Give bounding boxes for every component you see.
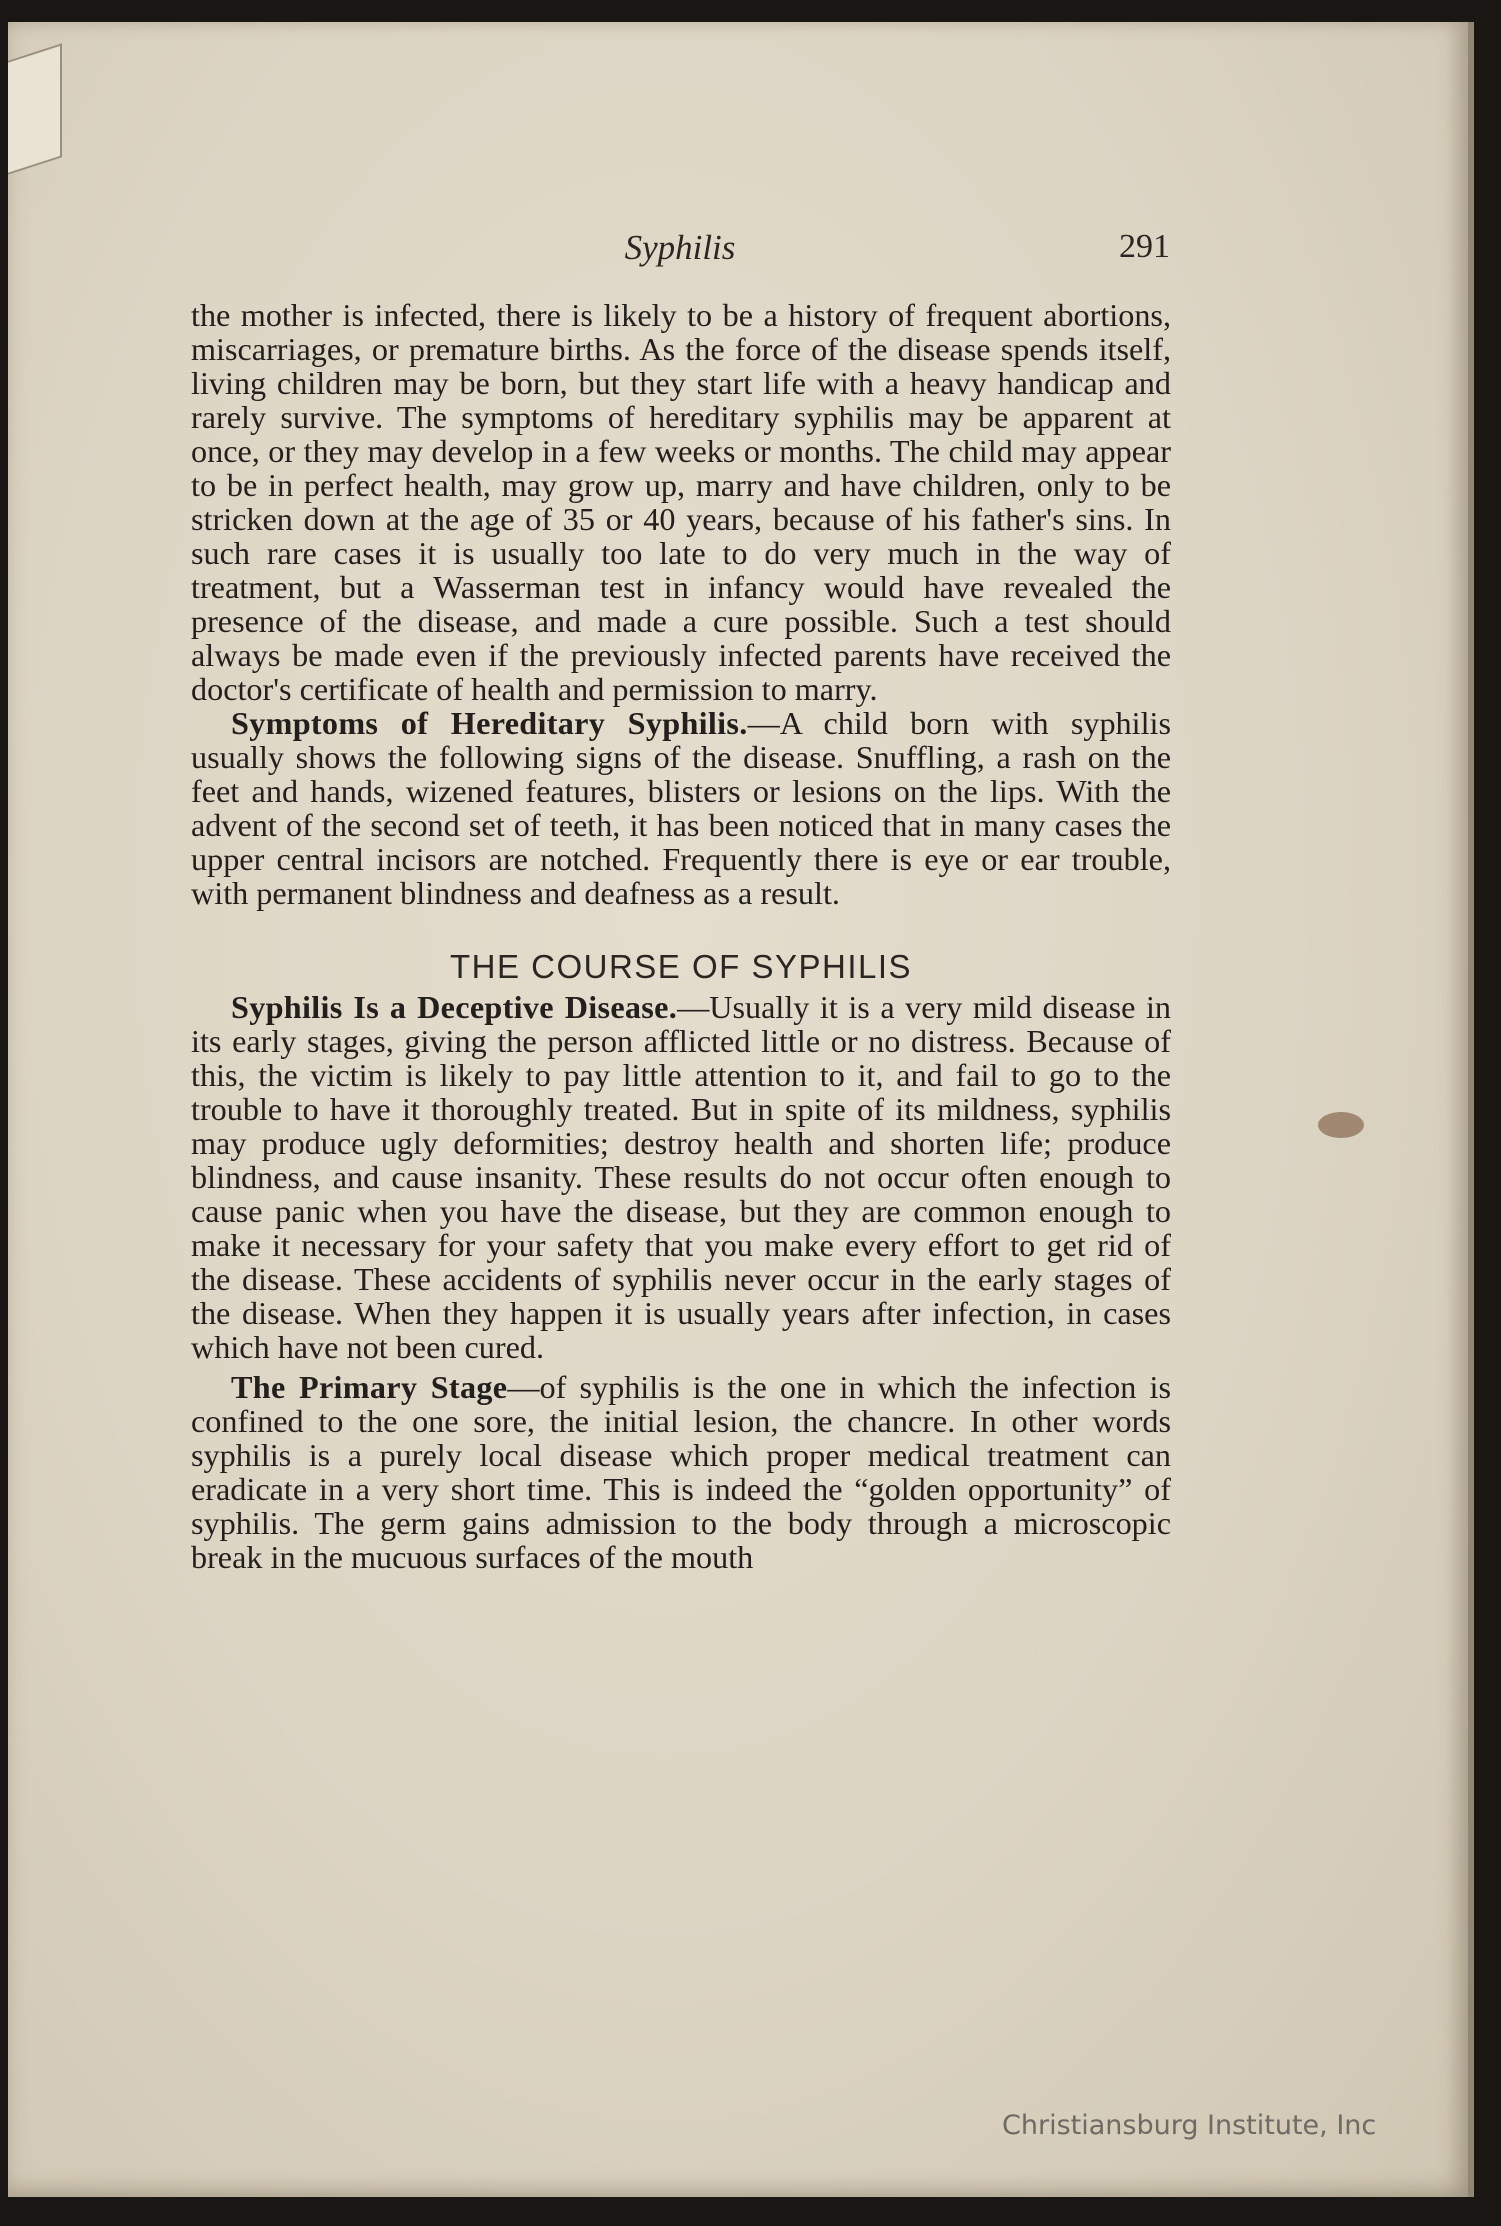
paragraph-primary-stage (191, 1370, 1171, 1574)
paragraph-deceptive-text: —Usually it is a very mild disease in its early stages, giving the person afflicted little or no distress. Because of this, the victim is likely to pay little attention to it, and fail to go to the trouble to have it thoroughly treated. But in spite of its mildness, syphilis may produce ugly deformities; destroy health and shorten life; produce blindness, and cause insanity. These results do not occur often enough to cause panic when you have the disease, but they are common enough to make it necessary for your safety that you make every effort to get rid of the disease. These accidents of syphilis never occur in the early stages of the disease. When they happen it is usually years after infection, in cases which have not been cured. (191, 989, 1171, 1365)
paragraph-symptoms-text: —A child born with syphilis usually shows the following signs of the disease. Snuffling, a rash on the feet and hands, wizened features, blisters or lesions on the lips. With the advent of the second set of teeth, it has been noticed that in many cases the upper central incisors are notched. Frequently there is eye or ear trouble, with permanent blindness and deafness as a result. (191, 705, 1171, 911)
running-title: Syphilis (624, 228, 736, 267)
run-in-heading-primary: The Primary Stage (231, 1369, 508, 1405)
paragraph-hereditary-continuation: the mother is infected, there is likely to be a history of frequent abortions, miscarriages, or premature births. As the force of the disease spends itself, living children may be born, but they start life with a heavy handicap and rarely survive. The symptoms of hereditary syphilis may be apparent at once, or they may develop in a few weeks or months. The child may appear to be in perfect health, may grow up, marry and have children, only to be stricken down at the age of 35 or 40 years, because of his father's sins. In such rare cases it is usually too late to do very much in the way of treatment, but a Wasserman test in infancy would have revealed the presence of the disease, and made a cure possible. Such a test should always be made even if the previously infected parents have received the doctor's certificate of health and permission to marry. (191, 297, 1171, 707)
watermark-credit: Christiansburg Institute, Inc (1002, 2110, 1377, 2141)
run-in-heading-symptoms: Symptoms of Hereditary Syphilis. (231, 705, 748, 741)
page-number: 291 (1119, 228, 1170, 265)
stain-mark (1318, 1112, 1364, 1138)
paragraph-symptoms-hereditary (191, 706, 1171, 910)
body-text (191, 298, 1171, 1574)
paper-tab-flap (8, 43, 62, 175)
section-heading-course: THE COURSE OF SYPHILIS (449, 948, 913, 985)
paragraph-deceptive-disease (191, 990, 1171, 1364)
paragraph-primary-text: —of syphilis is the one in which the infection is confined to the one sore, the initial lesion, the chancre. In other words syphilis is a purely local disease which proper medical treatment can eradicate in a very short time. This is indeed the “golden opportunity” of syphilis. The germ gains admission to the body through a microscopic break in the mucuous surfaces of the mouth (191, 1369, 1171, 1575)
page-header (190, 228, 1170, 272)
run-in-heading-deceptive: Syphilis Is a Deceptive Disease. (231, 989, 678, 1025)
